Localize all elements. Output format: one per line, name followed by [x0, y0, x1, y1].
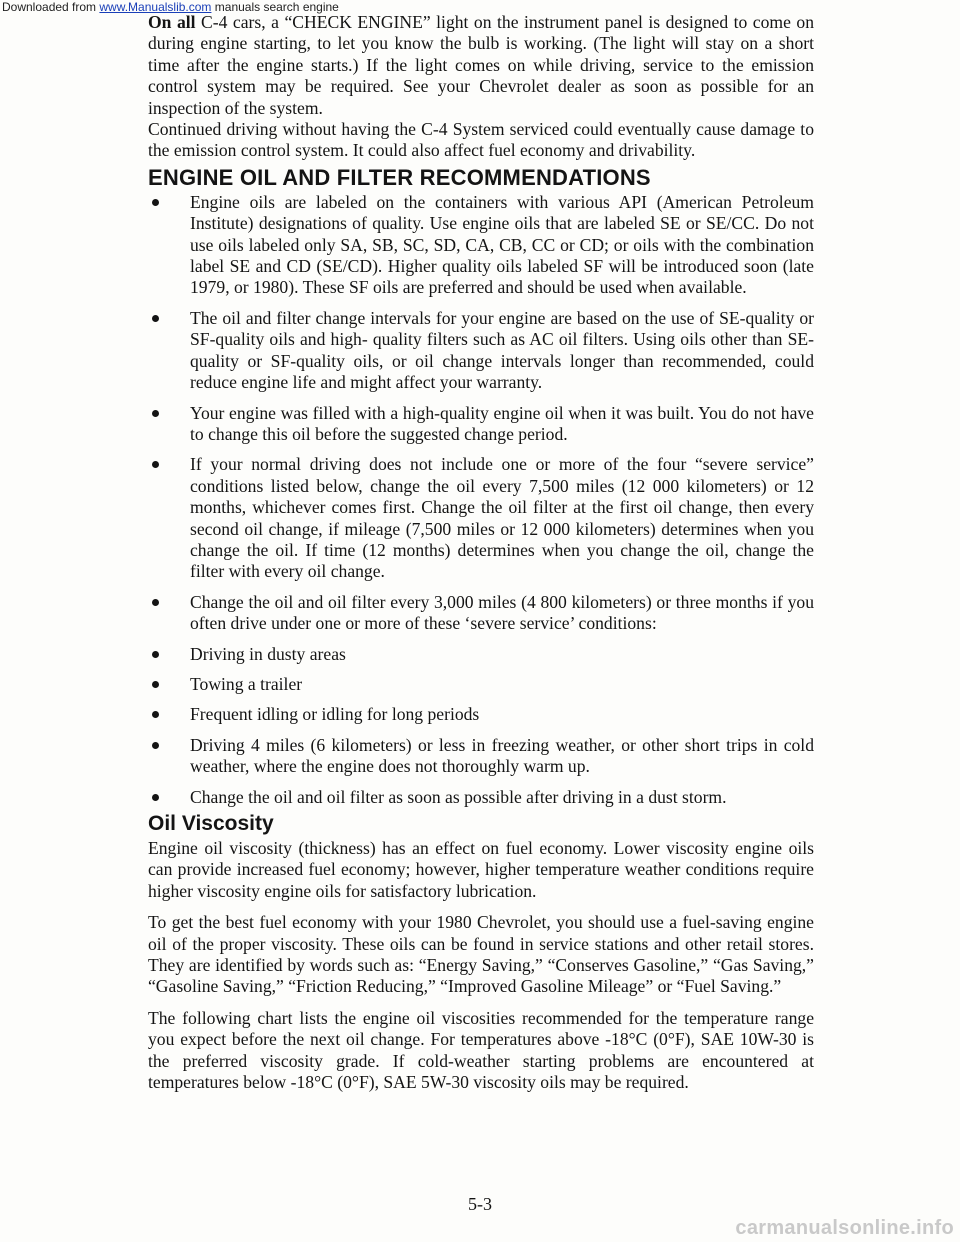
bullet-text: Towing a trailer [190, 673, 303, 694]
bullet-text: Engine oils are labeled on the containers with various API (American Petroleum Institute) designations of quality. Use engine oils that are labeled SE or SE/CC. Do not use oils labeled only SA, SB, SC, SD, CA, CB, CC or CD; or oils with the combination label SE and CD (SE/CD). Higher quality oils labeled SF will be introduced soon (late 1979, or 1980). These SF oils are preferred and should be used when available. [190, 191, 814, 298]
text-column [148, 12, 814, 1093]
bullet-dot-icon [152, 681, 159, 688]
bullet-dot-icon [152, 711, 159, 718]
viscosity-paragraph-2: To get the best fuel economy with your 1980 Chevrolet, you should use a fuel-saving engine oil of the proper viscosity. These oils can be found in service stations and other retail stores. They are identified by words such as: “Energy Saving,” “Conserves Gasoline,” “Gas Saving,” “Gasoline Saving,” “Friction Reducing,” “Improved Gasoline Mileage” or “Fuel Saving.” [148, 912, 814, 997]
bullet-dot-icon [152, 199, 159, 206]
bullet-text: The oil and filter change intervals for your engine are based on the use of SE-quality or SF-quality oils and high- quality filters such as AC oil filters. Using oils other than SE-quality or SF-quality oils, or oil change intervals longer than recommended, could reduce engine life and might affect your warranty. [190, 307, 814, 393]
oil-filter-bullet-list [148, 192, 814, 808]
bullet-item [148, 454, 814, 582]
bullet-dot-icon [152, 410, 159, 417]
section-heading-oil-viscosity: Oil Viscosity [148, 812, 274, 835]
on-all-bold: On all [148, 12, 196, 32]
viscosity-paragraph-3: The following chart lists the engine oil viscosities recommended for the temperature range you expect before the next oil change. For temperatures above -18°C (0°F), SAE 10W-30 is the preferred viscosity grade. If cold-weather starting problems are encountered at temperatures below -18°C (0°F), SAE 5W-30 viscosity oils may be required. [148, 1007, 814, 1093]
banner-prefix: Downloaded from [2, 0, 100, 14]
site-watermark: carmanualsonline.info [735, 1217, 954, 1239]
banner-suffix: manuals search engine [211, 0, 339, 14]
bullet-text: Change the oil and oil filter every 3,000 miles (4 800 kilometers) or three months if you often drive under one or more of these ‘severe service’ conditions: [190, 591, 814, 634]
continued-driving-paragraph: Continued driving without having the C-4 System serviced could eventually cause damage to the emission control system. It could also affect fuel economy and drivability. [148, 119, 814, 161]
bullet-item [148, 308, 814, 394]
bullet-item [148, 403, 814, 446]
bullet-item [148, 704, 814, 725]
manualslib-link[interactable]: www.Manualslib.com [99, 0, 212, 14]
bullet-text: Your engine was filled with a high-quality engine oil when it was built. You do not have to change this oil before the suggested change period. [190, 402, 814, 444]
bullet-item [148, 592, 814, 635]
bullet-dot-icon [152, 794, 159, 801]
section-heading-oil-filter: ENGINE OIL AND FILTER RECOMMENDATIONS [148, 164, 651, 190]
bullet-dot-icon [152, 651, 159, 658]
bullet-dot-icon [152, 315, 159, 322]
bullet-item [148, 674, 814, 695]
check-engine-text: C-4 cars, a “CHECK ENGINE” light on the instrument panel is designed to come on during engine starting, to let you know the bulb is working. (The light will stay on a short time after the engine starts.) If the light comes on while driving, service to the emission control system may be required. See your Chevrolet dealer as soon as possible for an inspection of the system. [148, 12, 814, 118]
bullet-item [148, 787, 814, 808]
viscosity-paragraph-1: Engine oil viscosity (thickness) has an effect on fuel economy. Lower viscosity engine oils can provide increased fuel economy; however, higher temperature weather conditions require higher viscosity engine oils for satisfactory lubrication. [148, 838, 814, 901]
bullet-text: Driving in dusty areas [190, 643, 346, 664]
bullet-text: If your normal driving does not include one or more of the four “severe service” conditions listed below, change the oil every 7,500 miles (12 000 kilometers) or 12 months, whichever comes first. Change the oil filter at the first oil change, then every second oil change, if mileage (7,500 miles or 12 000 kilometers) determines when you change the oil. If time (12 months) determines when you change the oil, change the filter with every oil change. [190, 454, 814, 582]
page-number: 5-3 [468, 1194, 492, 1214]
bullet-dot-icon [152, 742, 159, 749]
bullet-text: Driving 4 miles (6 kilometers) or less in freezing weather, or other short trips in cold weather, where the engine does not thoroughly warm up. [190, 734, 814, 777]
bullet-item [148, 644, 814, 665]
bullet-item [148, 735, 814, 778]
bullet-text: Frequent idling or idling for long periods [190, 704, 480, 725]
check-engine-paragraph [148, 12, 814, 119]
bullet-text: Change the oil and oil filter as soon as possible after driving in a dust storm. [190, 786, 727, 807]
bullet-dot-icon [152, 461, 159, 468]
bullet-item [148, 192, 814, 299]
bullet-dot-icon [152, 599, 159, 606]
